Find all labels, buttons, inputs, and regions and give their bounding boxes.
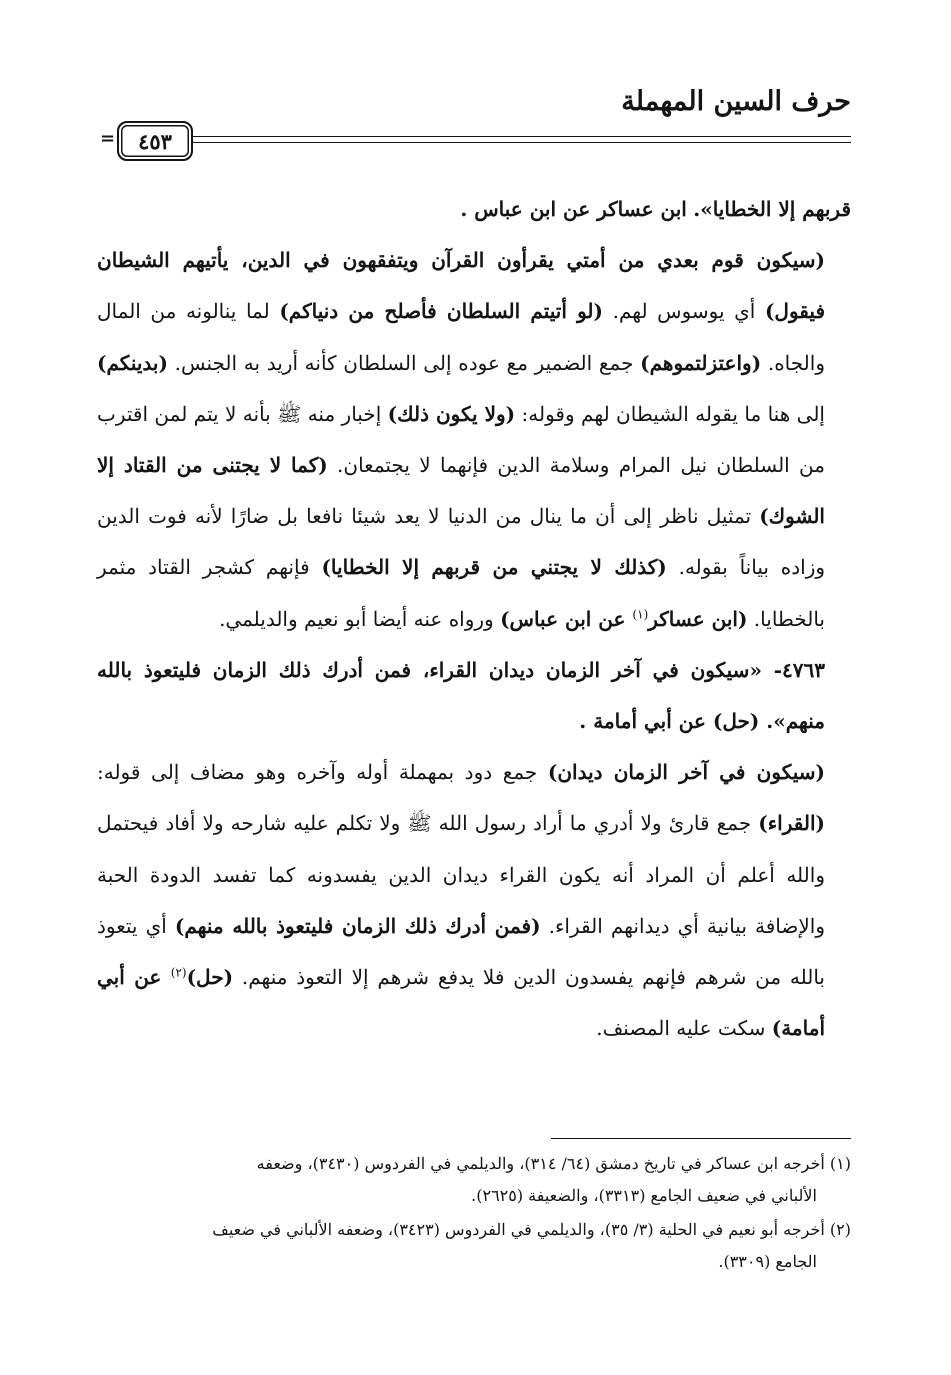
quoted-matn: (واعتزلتموهم) bbox=[640, 350, 762, 375]
commentary-text: تمثيل ناظر إلى أن ما ينال من الدنيا لا يعد شيئا نافعا بل ضارًا لأنه فوت الدين وزاده بياناً بقوله. bbox=[97, 504, 826, 580]
quoted-matn: (بدينكم) bbox=[97, 350, 168, 375]
footnote-text-continued: الجامع (٣٣٠٩). bbox=[718, 1252, 817, 1271]
footnote-separator bbox=[551, 1138, 851, 1139]
quoted-matn: (ولا يكون ذلك) bbox=[387, 401, 516, 426]
hadith-end-text: قربهم إلا الخطايا». bbox=[693, 197, 851, 221]
quoted-matn: (سيكون في آخر الزمان ديدان) bbox=[547, 760, 825, 785]
page-number-ornament: = bbox=[100, 128, 116, 149]
footnote-text-continued: الألباني في ضعيف الجامع (٣٣١٣)، والضعيفة (٢٦٢٥). bbox=[471, 1186, 817, 1205]
commentary-text: إلى هنا ما يقوله الشيطان لهم وقوله: bbox=[515, 401, 825, 426]
footnotes bbox=[97, 1148, 851, 1280]
hadith-entry-4763: ٤٧٦٣- «سيكون في آخر الزمان ديدان القراء، فمن أدرك ذلك الزمان فليتعوذ بالله منهم». (حل) عن أبي أمامة . bbox=[97, 657, 825, 734]
commentary-text: سكت عليه المصنف. bbox=[596, 1016, 772, 1041]
source-citation: عن أبي أمامة) bbox=[97, 965, 825, 1041]
source-citation: (حل) bbox=[186, 965, 234, 990]
paragraph-2 bbox=[97, 235, 851, 645]
commentary-text: جمع قارئ ولا أدري ما أراد رسول الله ﷺ ولا تكلم عليه شارحه ولا أفاد فيحتمل والله أعلم أن المراد أنه يكون القراء ديدان الدين يفسدونه كما تفسد الدودة الحبة والإضافة بيانية أي ديدانهم القراء. bbox=[97, 811, 825, 938]
commentary-text: لما ينالونه من المال والجاه. bbox=[97, 299, 825, 375]
commentary-text: أي يوسوس لهم. bbox=[603, 299, 765, 324]
quoted-matn: (سيكون قوم بعدي من أمتي يقرأون القرآن ويتفقهون في الدين، يأتيهم الشيطان فيقول) bbox=[97, 248, 826, 324]
commentary-text: ورواه عنه أيضا أبو نعيم والديلمي. bbox=[219, 606, 501, 631]
commentary-text: فإنهم كشجر القتاد مثمر بالخطايا. bbox=[97, 555, 825, 631]
paragraph-4 bbox=[97, 747, 851, 1054]
quoted-matn: (فمن أدرك ذلك الزمان فليتعوذ بالله منهم) bbox=[174, 913, 541, 938]
footnote-1 bbox=[97, 1148, 851, 1212]
footnote-ref-2[interactable]: (٢) bbox=[170, 965, 187, 980]
header-rule-bottom bbox=[191, 142, 851, 143]
footnote-text: أخرجه أبو نعيم في الحلية (٣/ ٣٥)، والديلمي في الفردوس (٣٤٢٣)، وضعفه الألباني في ضعيف bbox=[212, 1220, 830, 1239]
commentary-text: أي يتعوذ بالله من شرهم فإنهم يفسدون الدين فلا يدفع شرهم إلا التعوذ منهم. bbox=[97, 913, 825, 990]
hadith-source: ابن عساكر عن ابن عباس . bbox=[460, 197, 687, 221]
quoted-matn: (لو أتيتم السلطان فأصلح من دنياكم) bbox=[279, 299, 603, 324]
commentary-text: جمع دود بمهملة أوله وآخره وهو مضاف إلى قوله: bbox=[97, 760, 548, 785]
footnote-ref-1[interactable]: (١) bbox=[632, 606, 649, 621]
source-citation: (ابن عساكر bbox=[648, 606, 748, 631]
quoted-matn: (القراء) bbox=[758, 811, 825, 836]
source-citation: عن ابن عباس) bbox=[500, 606, 633, 631]
commentary-text: إخبار منه ﷺ بأنه لا يتم لمن اقترب من السلطان نيل المرام وسلامة الدين فإنهما لا يجتمعان. bbox=[97, 401, 825, 478]
quoted-matn: (كذلك لا يجتني من قربهم إلا الخطايا) bbox=[321, 555, 667, 580]
footnote-number: (٢) bbox=[829, 1220, 851, 1239]
page-number: ٤٥٣ bbox=[117, 121, 193, 161]
footnote-text: أخرجه ابن عساكر في تاريخ دمشق (٦٤/ ٣١٤)، والديلمي في الفردوس (٣٤٣٠)، وضعفه bbox=[256, 1154, 830, 1173]
commentary-text: جمع الضمير مع عوده إلى السلطان كأنه أريد به الجنس. bbox=[167, 350, 641, 375]
footnote-2 bbox=[97, 1214, 851, 1278]
paragraph-1 bbox=[97, 184, 851, 235]
main-text bbox=[97, 184, 851, 1054]
header-rule-top bbox=[191, 136, 851, 137]
running-header-title: حرف السين المهملة bbox=[621, 86, 851, 117]
quoted-matn: (كما لا يجتنى من القتاد إلا الشوك) bbox=[97, 453, 825, 529]
footnote-number: (١) bbox=[829, 1154, 851, 1173]
